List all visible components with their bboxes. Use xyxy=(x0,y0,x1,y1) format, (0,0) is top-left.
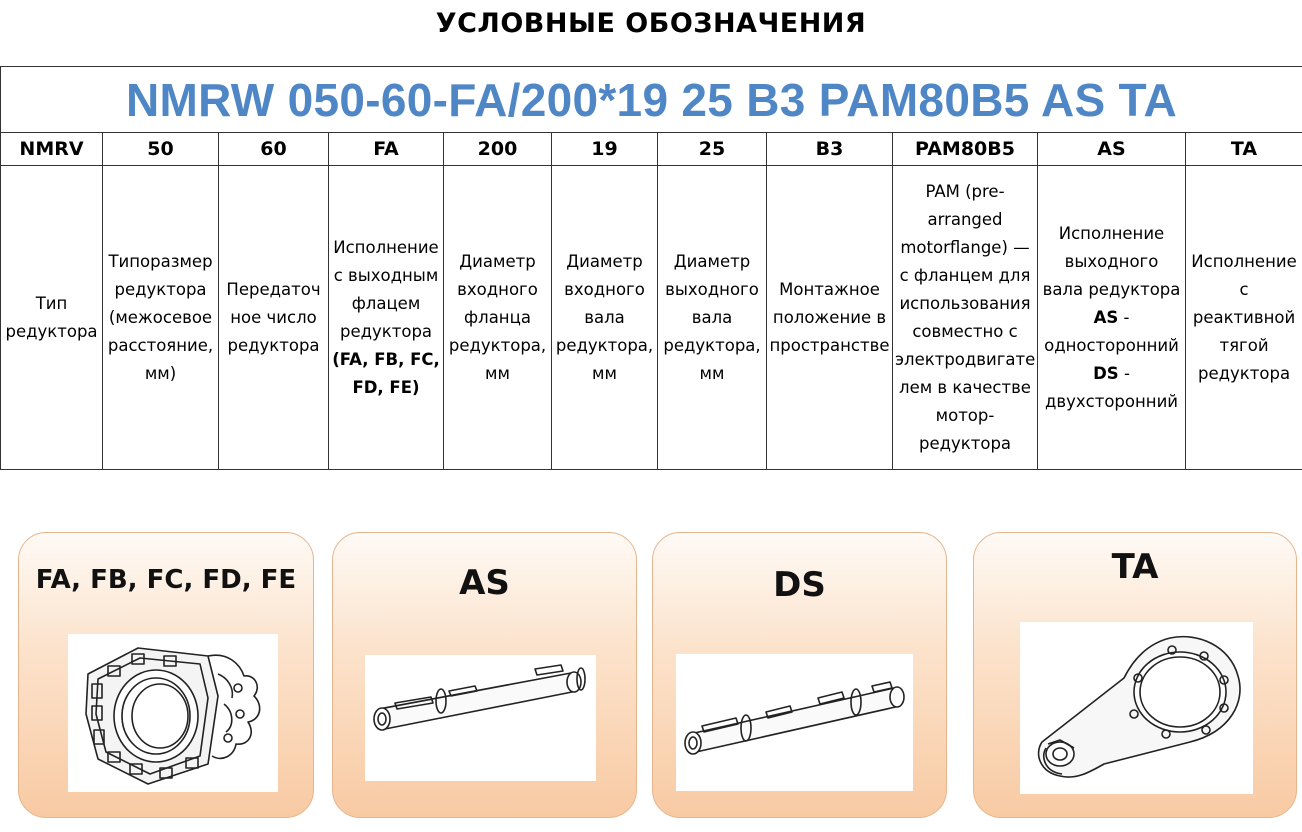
header-pam: PAM80B5 xyxy=(893,133,1038,166)
torque-arm-icon xyxy=(1020,622,1253,794)
card-single-shaft xyxy=(332,532,637,818)
card-torque-arm-label: TA xyxy=(1111,547,1159,587)
desc-nmrv: Тип редуктора xyxy=(1,166,103,470)
header-input-flange: 200 xyxy=(444,133,552,166)
desc-input-flange: Диаметр входного фланца редуктора, мм xyxy=(444,166,552,470)
desc-ratio: Передаточ ное число редуктора xyxy=(219,166,329,470)
card-double-shaft-label: DS xyxy=(773,565,826,605)
desc-size: Типоразмер редуктора (межосевое расстояние, мм) xyxy=(103,166,219,470)
desc-shaft-type: Исполнение выходного вала редуктора AS - односторонний DS - двухсторонний xyxy=(1038,166,1186,470)
page-title: УСЛОВНЫЕ ОБОЗНАЧЕНИЯ xyxy=(435,8,867,39)
desc-pam: PAM (pre- arranged motorflange) — с фланцем для использования совместно с электродвигате лем в качестве мотор- редуктора xyxy=(893,166,1038,470)
header-flange-type: FA xyxy=(329,133,444,166)
header-nmrv: NMRV xyxy=(1,133,103,166)
output-flange-drawing xyxy=(68,634,278,792)
designation-table xyxy=(0,66,1302,470)
card-torque-arm xyxy=(973,532,1297,818)
header-shaft-type: AS xyxy=(1038,133,1186,166)
card-single-shaft-label: AS xyxy=(459,563,510,603)
header-ratio: 60 xyxy=(219,133,329,166)
double-shaft-icon xyxy=(676,654,913,791)
desc-output-shaft: Диаметр выходного вала редуктора, мм xyxy=(658,166,767,470)
header-size: 50 xyxy=(103,133,219,166)
single-output-shaft-drawing xyxy=(365,655,596,781)
header-mounting: B3 xyxy=(767,133,893,166)
card-flange xyxy=(18,532,314,818)
card-flange-label: FA, FB, FC, FD, FE xyxy=(35,565,297,595)
desc-input-shaft: Диаметр входного вала редуктора, мм xyxy=(552,166,658,470)
header-torque-arm: TA xyxy=(1186,133,1302,166)
desc-torque-arm: Исполнение с реактивной тягой редуктора xyxy=(1186,166,1302,470)
model-code: NMRW 050-60-FA/200*19 25 B3 PAM80B5 AS TA xyxy=(1,67,1302,133)
desc-flange-type: Исполнение с выходным флацем редуктора (FA, FB, FC, FD, FE) xyxy=(329,166,444,470)
header-input-shaft: 19 xyxy=(552,133,658,166)
torque-arm-drawing xyxy=(1020,622,1253,794)
flange-icon xyxy=(68,634,278,792)
card-double-shaft xyxy=(652,532,947,818)
desc-mounting: Монтажное положение в пространстве xyxy=(767,166,893,470)
single-shaft-icon xyxy=(365,655,596,781)
double-output-shaft-drawing xyxy=(676,654,913,791)
header-output-shaft: 25 xyxy=(658,133,767,166)
